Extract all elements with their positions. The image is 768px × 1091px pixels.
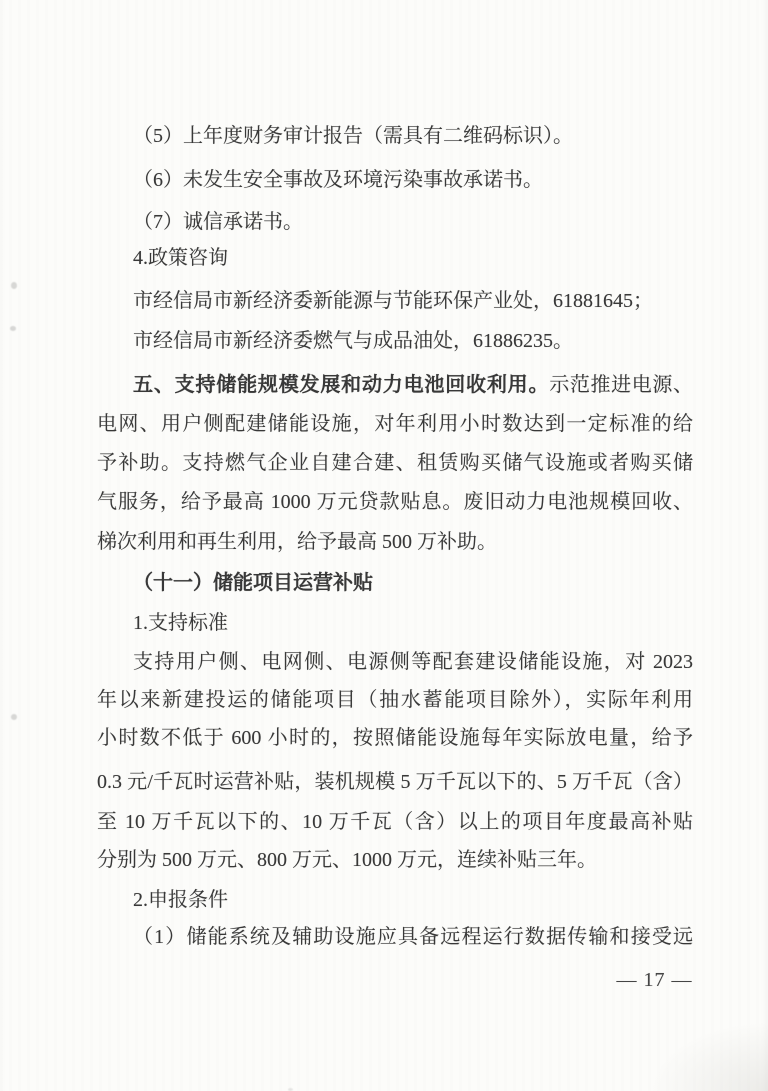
line-body: [97, 767, 693, 797]
line-sub-heading: [97, 243, 693, 273]
body-text: （7）诚信承诺书。: [133, 211, 303, 233]
body-text: 示范推进电源、: [549, 374, 694, 396]
body-text: 分别为 500 万元、800 万元、1000 万元，连续补贴三年。: [97, 849, 597, 871]
line-list-item: [97, 922, 693, 952]
line-section-heading: [97, 370, 693, 400]
line-body: [97, 409, 693, 439]
page-number-label: — 17 —: [616, 969, 693, 991]
body-text: （5）上年度财务审计报告（需具有二维码标识）。: [133, 125, 573, 147]
scan-artifact: [11, 714, 17, 720]
line-body: [97, 448, 693, 478]
body-text: 电网、用户侧配建储能设施，对年利用小时数达到一定标准的给: [97, 413, 693, 435]
line-contact-line: [97, 286, 693, 316]
body-text: 至 10 万千瓦以下的、10 万千瓦（含）以上的项目年度最高补贴: [97, 811, 693, 833]
line-contact-line: [97, 326, 693, 356]
line-body: [97, 807, 693, 837]
line-list-item: [97, 207, 693, 237]
line-body: [97, 527, 693, 557]
body-text: 市经信局市新经济委新能源与节能环保产业处，61881645；: [133, 290, 653, 312]
body-text: 气服务，给予最高 1000 万元贷款贴息。废旧动力电池规模回收、: [97, 491, 693, 513]
line-body: [97, 685, 693, 715]
body-text: 1.支持标准: [133, 612, 228, 634]
section-heading-text: 五、支持储能规模发展和动力电池回收利用。: [133, 374, 550, 396]
scan-shadow: [648, 1021, 768, 1091]
body-text: 4.政策咨询: [133, 247, 228, 269]
line-list-item: [97, 165, 693, 195]
body-text: 小时数不低于 600 小时的，按照储能设施每年实际放电量，给予: [97, 727, 693, 749]
scan-artifact: [10, 326, 16, 331]
line-body: [97, 723, 693, 753]
line-sub-heading: [97, 608, 693, 638]
line-body: [97, 647, 693, 677]
body-text: 支持用户侧、电网侧、电源侧等配套建设储能设施，对 2023: [133, 651, 693, 673]
line-body: [97, 845, 693, 875]
body-text: 0.3 元/千瓦时运营补贴，装机规模 5 万千瓦以下的、5 万千瓦（含）: [97, 771, 693, 793]
body-text: 市经信局市新经济委燃气与成品油处，61886235。: [133, 330, 573, 352]
body-text: 梯次利用和再生利用，给予最高 500 万补助。: [97, 531, 497, 553]
body-text: （十一）储能项目运营补贴: [133, 572, 373, 594]
body-text: 予补助。支持燃气企业自建合建、租赁购买储气设施或者购买储: [97, 452, 693, 474]
body-text: 2.申报条件: [133, 889, 228, 911]
line-sub-heading: [97, 885, 693, 915]
body-text: （1）储能系统及辅助设施应具备远程运行数据传输和接受远: [133, 926, 693, 948]
line-body: [97, 487, 693, 517]
scan-artifact: [11, 282, 17, 289]
line-subsection-heading: [97, 568, 693, 598]
body-text: （6）未发生安全事故及环境污染事故承诺书。: [133, 169, 543, 191]
body-text: 年以来新建投运的储能项目（抽水蓄能项目除外），实际年利用: [97, 689, 693, 711]
line-list-item: [97, 121, 693, 151]
